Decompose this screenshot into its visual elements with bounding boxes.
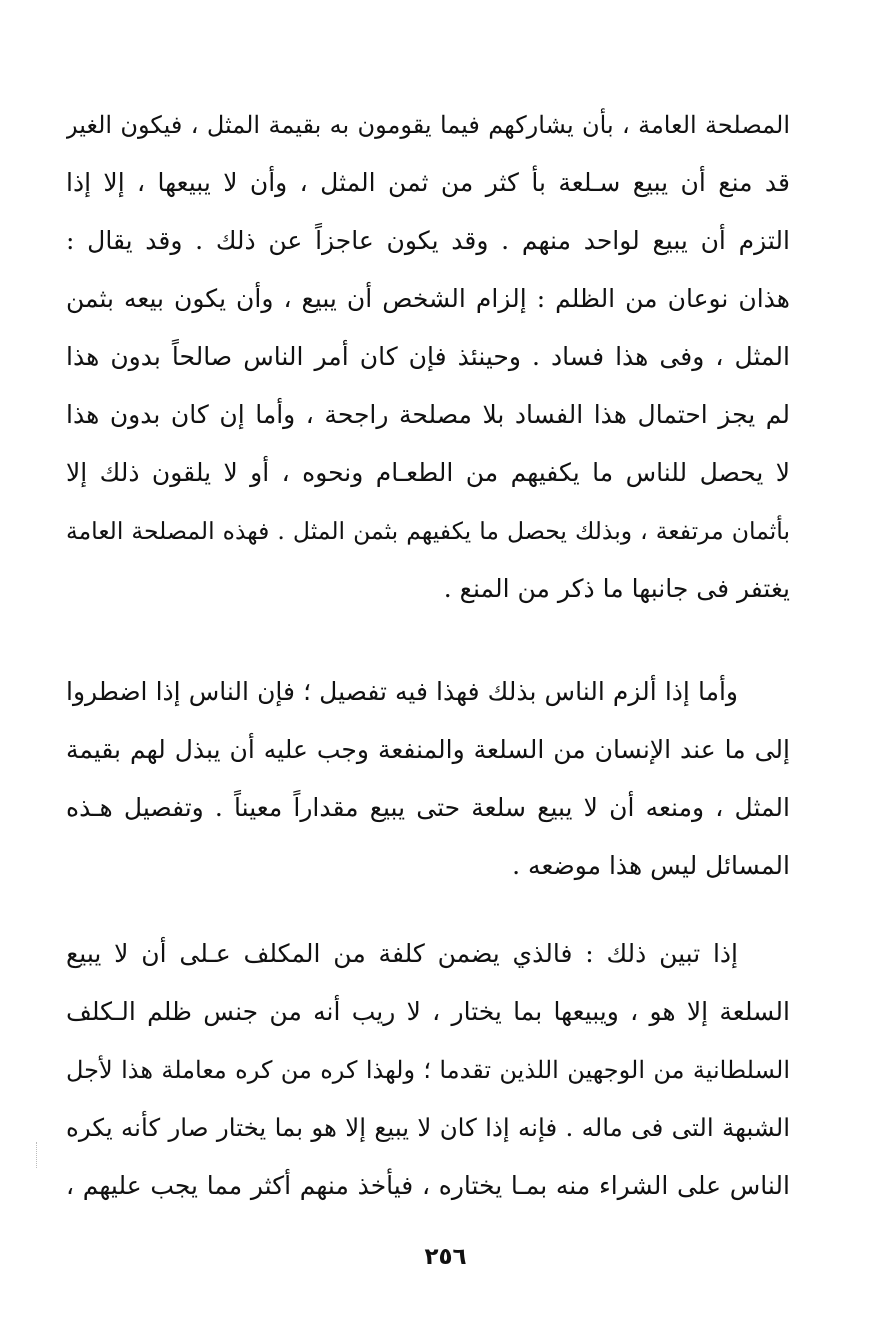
paragraph-line: السلطانية من الوجهين اللذين تقدما ؛ ولهذا كره من كره معاملة هذا لأجل [66,1056,790,1084]
paragraph-line: لا يحصل للناس ما يكفيهم من الطعـام ونحوه ، أو لا يلقون ذلك إلا [66,458,790,487]
paragraph-line: المثل ، ومنعه أن لا يبيع سلعة حتى يبيع مقداراً معيناً . وتفصيل هـذه [66,793,790,822]
paragraph-line: السلعة إلا هو ، ويبيعها بما يختار ، لا ريب أنه من جنس ظلم الـكلف [66,997,790,1026]
paragraph-line: لم يجز احتمال هذا الفساد بلا مصلحة راجحة ، وأما إن كان بدون هذا [66,400,790,429]
paragraph-line: إذا تبين ذلك : فالذي يضمن كلفة من المكلف عـلى أن لا يبيع [66,939,738,968]
paragraph-line: المصلحة العامة ، بأن يشاركهم فيما يقومون به بقيمة المثل ، فيكون الغير [66,111,790,139]
page-number: ٢٥٦ [424,1244,467,1270]
margin-mark [36,1142,38,1168]
paragraph-3 [66,925,790,1215]
paragraph-line: بأثمان مرتفعة ، وبذلك يحصل ما يكفيهم بثمن المثل . فهذه المصلحة العامة [66,517,790,545]
paragraph-line: وأما إذا ألزم الناس بذلك فهذا فيه تفصيل ؛ فإن الناس إذا اضطروا [66,677,738,706]
paragraph-line: يغتفر فى جانبها ما ذكر من المنع . [443,574,790,603]
paragraph-line: المسائل ليس هذا موضعه . [512,851,790,880]
paragraph-line: المثل ، وفى هذا فساد . وحينئذ فإن كان أمر الناس صالحاً بدون هذا [66,342,790,371]
paragraph-line: الشبهة التى فى ماله . فإنه إذا كان لا يبيع إلا هو بما يختار صار كأنه يكره [66,1113,790,1142]
paragraph-line: هذان نوعان من الظلم : إلزام الشخص أن يبيع ، وأن يكون بيعه بثمن [66,284,790,313]
paragraph-2 [66,663,790,895]
paragraph-line: التزم أن يبيع لواحد منهم . وقد يكون عاجزاً عن ذلك . وقد يقال : [66,226,790,255]
paragraph-line: إلى ما عند الإنسان من السلعة والمنفعة وجب عليه أن يبذل لهم بقيمة [66,735,790,764]
paragraph-1 [66,96,790,618]
paragraph-line: قد منع أن يبيع سـلعة بأ كثر من ثمن المثل ، وأن لا يبيعها ، إلا إذا [66,168,790,197]
paragraph-line: الناس على الشراء منه بمـا يختاره ، فيأخذ منهم أكثر مما يجب عليهم ، [66,1171,790,1200]
